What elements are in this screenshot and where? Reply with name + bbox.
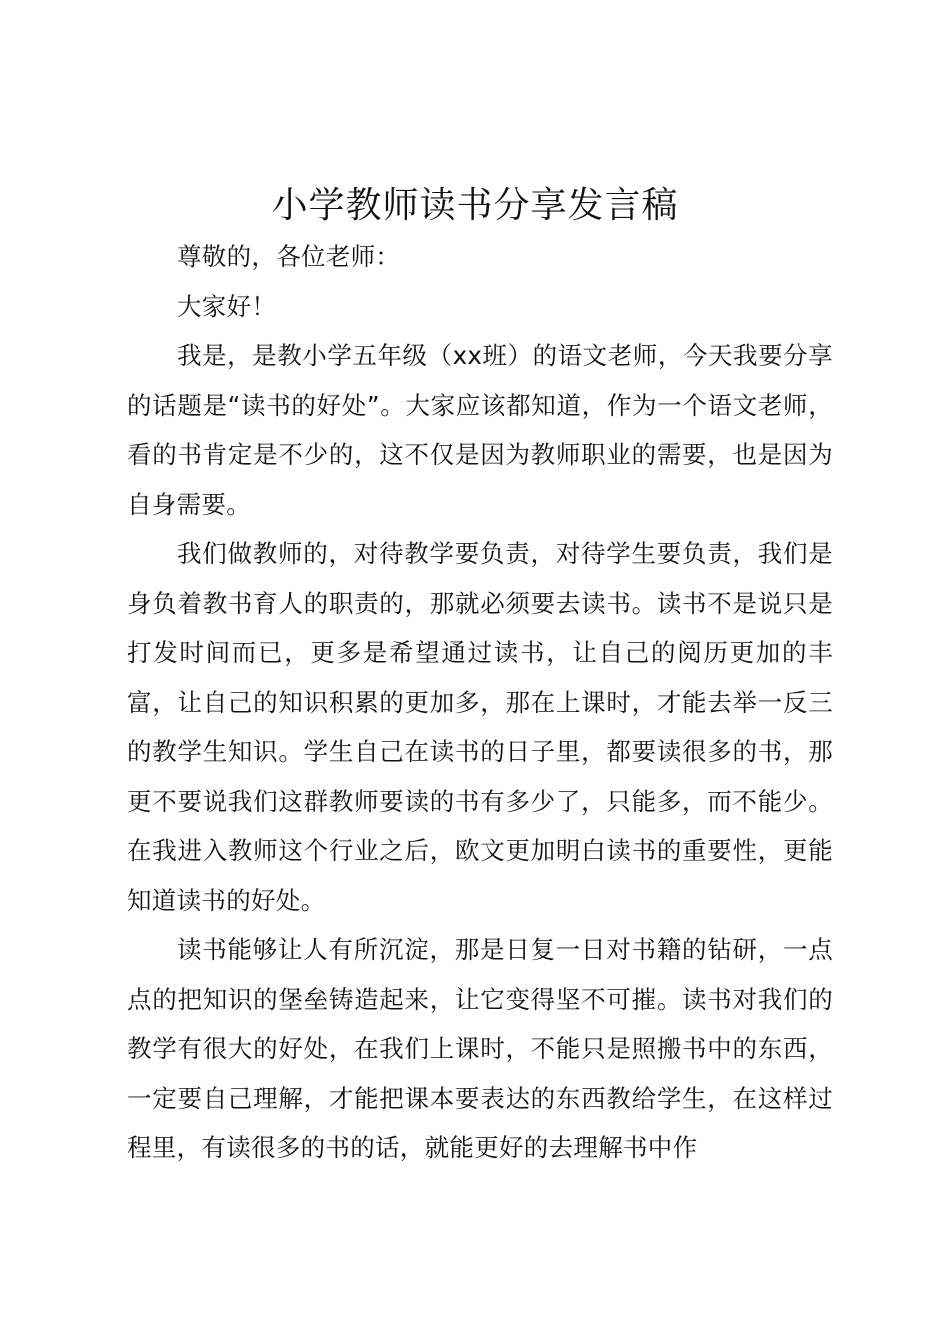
salutation-paragraph: 尊敬的，各位老师： [177, 242, 401, 271]
document-body [127, 232, 833, 1173]
greeting-paragraph: 大家好！ [177, 291, 277, 321]
document-title: 小学教师读书分享发言稿 [271, 185, 679, 226]
body-paragraph: 我们做教师的，对待教学要负责，对待学生要负责，我们是身负着教书育人的职责的，那就必须要去读书。读书不是说只是打发时间而已，更多是希望通过读书，让自己的阅历更加的丰富，让自己的知识积累的更加多，那在上课时，才能去举一反三的教学生知识。学生自己在读书的日子里，都要读很多的书，那更不要说我们这群教师要读的书有多少了，只能多，而不能少。在我进入教师这个行业之后，欧文更加明白读书的重要性，更能知道读书的好处。 [127, 539, 833, 915]
body-paragraph: 我是，是教小学五年级（xx班）的语文老师，今天我要分享的话题是“读书的好处”。大家应该都知道，作为一个语文老师，看的书肯定是不少的，这不仅是因为教师职业的需要，也是因为自身需要。 [127, 341, 833, 519]
body-paragraph: 读书能够让人有所沉淀，那是日复一日对书籍的钻研，一点点的把知识的堡垒铸造起来，让它变得坚不可摧。读书对我们的教学有很大的好处，在我们上课时，不能只是照搬书中的东西，一定要自己理解，才能把课本要表达的东西教给学生，在这样过程里，有读很多的书的话，就能更好的去理解书中作 [127, 935, 833, 1162]
